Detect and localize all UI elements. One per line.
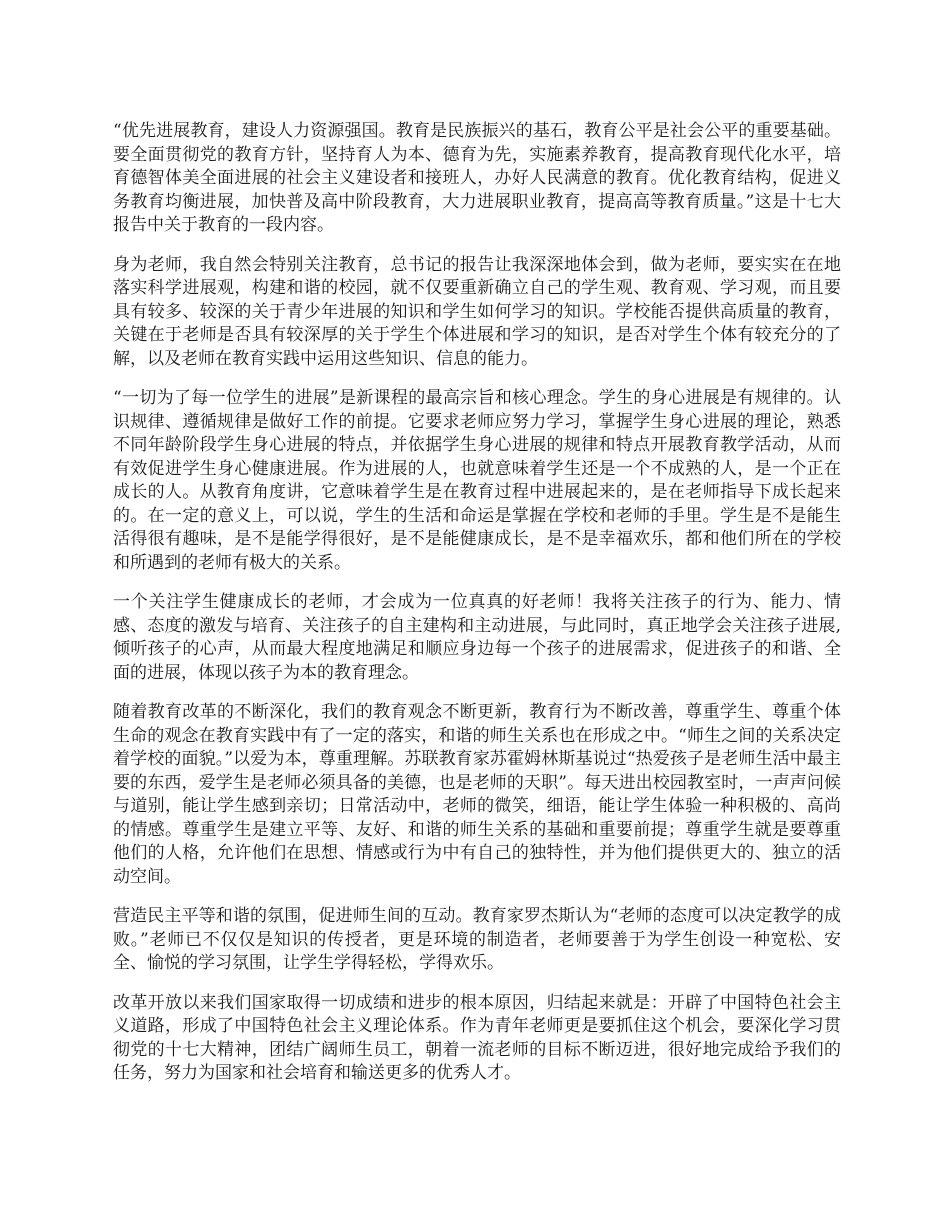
paragraph-6: 营造民主平等和谐的氛围，促进师生间的互动。教育家罗杰斯认为“老师的态度可以决定教学的成败。”老师已不仅仅是知识的传授者，更是环境的制造者，老师要善于为学生创设一种宽松、安全、愉悦的学习氛围，让学生学得轻松，学得欢乐。 [113,906,841,973]
paragraph-3: “一切为了每一位学生的进展”是新课程的最高宗旨和核心理念。学生的身心进展是有规律的。认识规律、遵循规律是做好工作的前提。它要求老师应努力学习，掌握学生身心进展的理论，熟悉不同年龄阶段学生身心进展的特点，并依据学生身心进展的规律和特点开展教育教学活动，从而有效促进学生身心健康进展。作为进展的人，也就意味着学生还是一个不成熟的人，是一个正在成长的人。从教育角度讲，它意味着学生是在教育过程中进展起来的，是在老师指导下成长起来的。在一定的意义上，可以说，学生的生活和命运是掌握在学校和老师的手里。学生是不是能生活得很有趣味，是不是能学得很好，是不是能健康成长，是不是幸福欢乐，都和他们所在的学校和所遇到的老师有极大的关系。 [113,388,841,573]
paragraph-7: 改革开放以来我们国家取得一切成绩和进步的根本原因，归结起来就是：开辟了中国特色社会主义道路，形成了中国特色社会主义理论体系。作为青年老师更是要抓住这个机会，要深化学习贯彻党的十七大精神，团结广阔师生员工，朝着一流老师的目标不断迈进，很好地完成给予我们的任务，努力为国家和社会培育和输送更多的优秀人才。 [113,992,841,1083]
paragraph-4: 一个关注学生健康成长的老师，才会成为一位真真的好老师！我将关注孩子的行为、能力、情感、态度的激发与培育、关注孩子的自主建构和主动进展，与此同时，真正地学会关注孩子进展,倾听孩子的心声，从而最大程度地满足和顺应身边每一个孩子的进展需求，促进孩子的和谐、全面的进展，体现以孩子为本的教育理念。 [113,592,841,683]
paragraph-2: 身为老师，我自然会特别关注教育，总书记的报告让我深深地体会到，做为老师，要实实在在地落实科学进展观，构建和谐的校园，就不仅要重新确立自己的学生观、教育观、学习观，而且要具有较多、较深的关于青少年进展的知识和学生如何学习的知识。学校能否提供高质量的教育，关键在于老师是否具有较深厚的关于学生个体进展和学习的知识，是否对学生个体有较充分的了解，以及老师在教育实践中运用这些知识、信息的能力。 [113,254,841,369]
paragraph-5: 随着教育改革的不断深化，我们的教育观念不断更新，教育行为不断改善，尊重学生、尊重个体生命的观念在教育实践中有了一定的落实，和谐的师生关系也在形成之中。“师生之间的关系决定着学校的面貌。”以爱为本，尊重理解。苏联教育家苏霍姆林斯基说过“热爱孩子是老师生活中最主要的东西，爱学生是老师必须具备的美德，也是老师的天职”。每天进出校园教室时，一声声问候与道别，能让学生感到亲切；日常活动中，老师的微笑，细语，能让学生体验一种积极的、高尚的情感。尊重学生是建立平等、友好、和谐的师生关系的基础和重要前提；尊重学生就是要尊重他们的人格，允许他们在思想、情感或行为中有自己的独特性，并为他们提供更大的、独立的活动空间。 [113,702,841,887]
paragraph-1: “优先进展教育，建设人力资源强国。教育是民族振兴的基石，教育公平是社会公平的重要基础。要全面贯彻党的教育方针，坚持育人为本、德育为先，实施素养教育，提高教育现代化水平，培育德智体美全面进展的社会主义建设者和接班人，办好人民满意的教育。优化教育结构，促进义务教育均衡进展，加快普及高中阶段教育，大力进展职业教育，提高高等教育质量。”这是十七大报告中关于教育的一段内容。 [113,121,841,235]
document-body [113,120,841,1102]
